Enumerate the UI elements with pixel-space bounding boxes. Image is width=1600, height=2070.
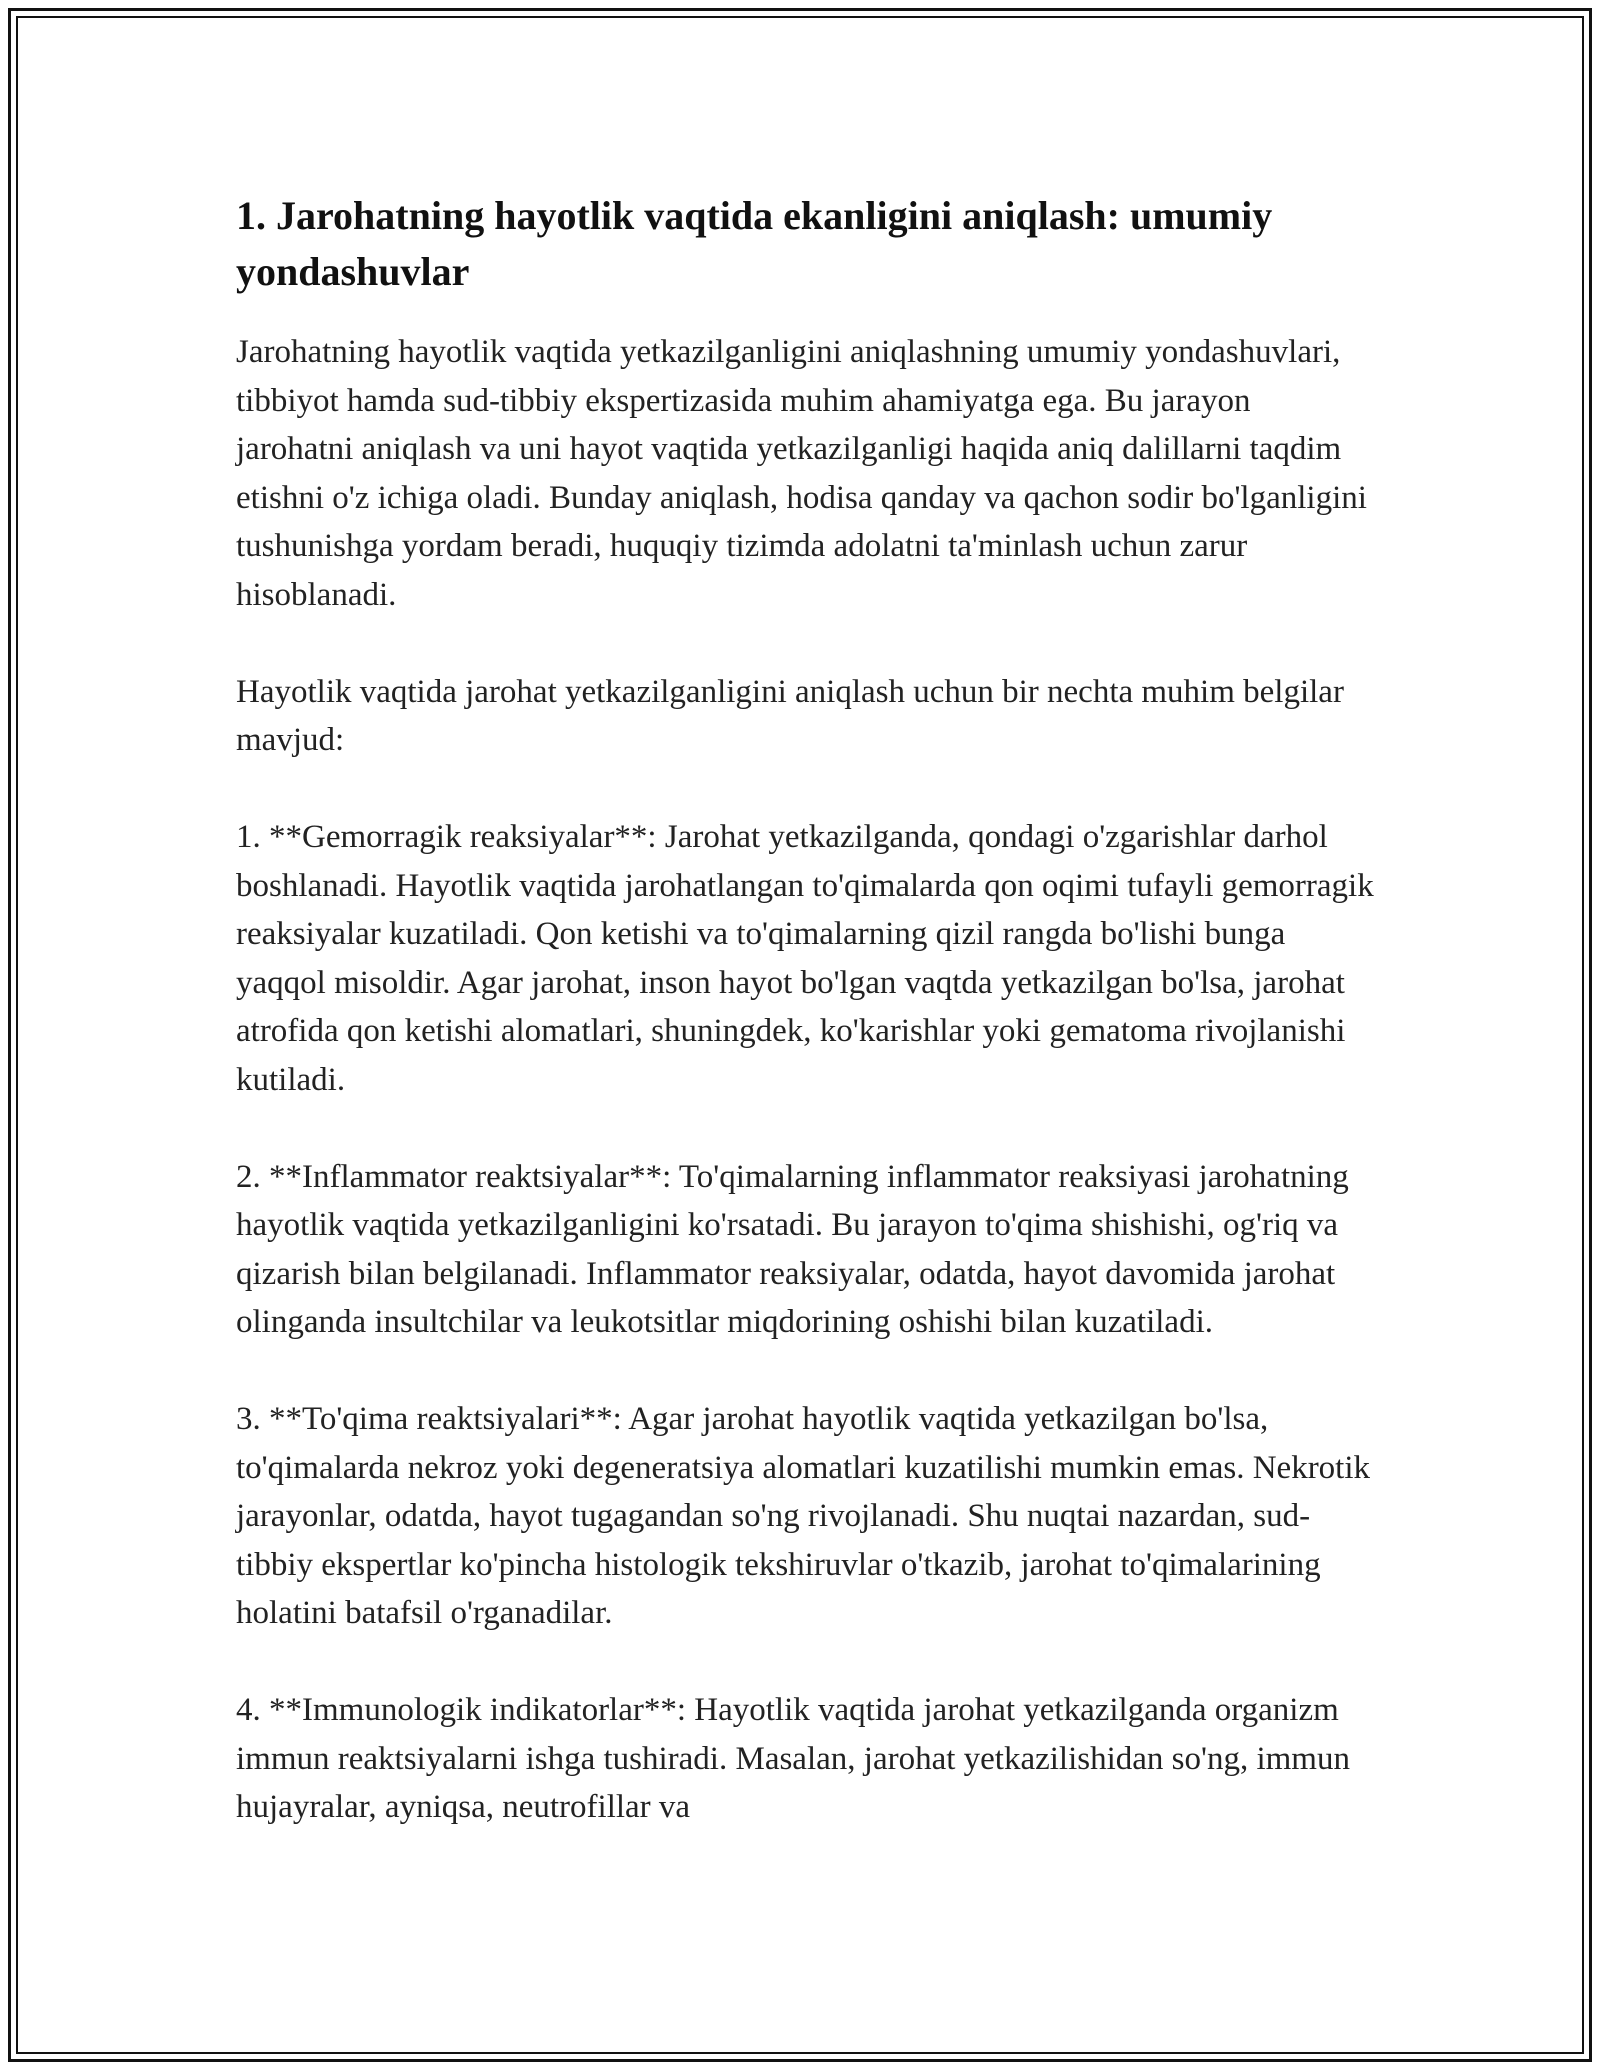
list-item-tissue: 3. **To'qima reaktsiyalari**: Agar jarohat hayotlik vaqtida yetkazilgan bo'lsa, to'qimalarda nekroz yoki degeneratsiya alomatlari kuzatilishi mumkin emas. Nekrotik jarayonlar, odatda, hayot tugagandan so'ng rivojlanadi. Shu nuqtai nazardan, sud-tibbiy ekspertlar ko'pincha histologik tekshiruvlar o'tkazib, jarohat to'qimalarining holatini batafsil o'rganadilar. bbox=[236, 1401, 1371, 1631]
intro-paragraph: Jarohatning hayotlik vaqtida yetkazilganligini aniqlashning umumiy yondashuvlari, tibbiyot hamda sud-tibbiy ekspertizasida muhim ahamiyatga ega. Bu jarayon jarohatni aniqlash va uni hayot vaqtida yetkazilganligi haqida aniq dalillarni taqdim etishni o'z ichiga oladi. Bunday aniqlash, hodisa qanday va qachon sodir bo'lganligini tushunishga yordam beradi, huquqiy tizimda adolatni ta'minlash uchun zarur hisoblanadi. bbox=[236, 334, 1367, 613]
signs-intro-paragraph: Hayotlik vaqtida jarohat yetkazilganligini aniqlash uchun bir nechta muhim belgilar mavjud: bbox=[236, 673, 1344, 758]
list-item-immunologic: 4. **Immunologik indikatorlar**: Hayotlik vaqtida jarohat yetkazilganda organizm immun reaktsiyalarni ishga tushiradi. Masalan, jarohat yetkazilishidan so'ng, immun hujayralar, ayniqsa, neutrofillar va bbox=[236, 1692, 1350, 1825]
document-body bbox=[236, 188, 1376, 1880]
list-item-hemorrhagic: 1. **Gemorragik reaksiyalar**: Jarohat yetkazilganda, qondagi o'zgarishlar darhol boshlanadi. Hayotlik vaqtida jarohatlangan to'qimalarda qon oqimi tufayli gemorragik reaksiyalar kuzatiladi. Qon ketishi va to'qimalarning qizil rangda bo'lishi bunga yaqqol misoldir. Agar jarohat, inson hayot bo'lgan vaqtda yetkazilgan bo'lsa, jarohat atrofida qon ketishi alomatlari, shuningdek, ko'karishlar yoki gematoma rivojlanishi kutiladi. bbox=[236, 819, 1374, 1098]
section-heading: 1. Jarohatning hayotlik vaqtida ekanligini aniqlash: umumiy yondashuvlar bbox=[236, 193, 1273, 294]
list-item-inflammatory: 2. **Inflammator reaktsiyalar**: To'qimalarning inflammator reaksiyasi jarohatning hayotlik vaqtida yetkazilganligini ko'rsatadi. Bu jarayon to'qima shishishi, og'riq va qizarish bilan belgilanadi. Inflammator reaksiyalar, odatda, hayot davomida jarohat olinganda insultchilar va leukotsitlar miqdorining oshishi bilan kuzatiladi. bbox=[236, 1158, 1349, 1340]
